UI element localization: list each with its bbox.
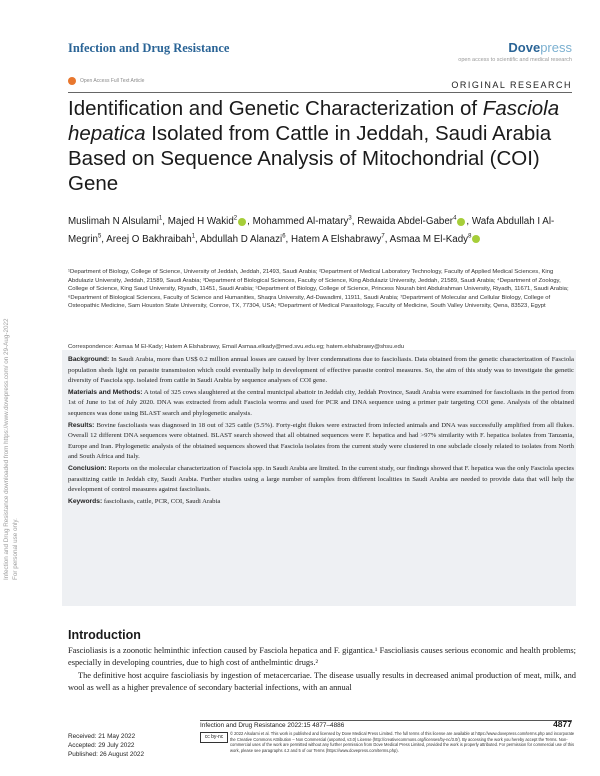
page-number: 4877	[553, 719, 572, 729]
author-separator: ,	[384, 233, 390, 245]
author-separator: ,	[195, 233, 200, 245]
license-text: © 2022 Alsulami et al. This work is published and licensed by Dove Medical Press Limited. The full terms of this license are available at https://www.dovepress.com/terms.php and incorporate the Creative Commons Attribution – Non Commercial (unported, v3.0) License (http://creativecommons.org/licenses/by-nc/3.0/). By accessing the work you hereby accept the Terms. Non-commercial uses of the work are permitted without any further permission from Dove Medical Press Limited, provided the work is properly attributed. For permission for commercial use of this work, please see paragraphs 4.2 and 5 of our Terms (https://www.dovepress.com/terms.php).	[230, 731, 575, 754]
author-affiliation-sup: 1	[191, 233, 196, 240]
author-name	[291, 234, 390, 245]
published-date: Published: 26 August 2022	[68, 751, 145, 758]
author-name-text: Hatem A Elshabrawy	[291, 233, 382, 245]
abstract	[68, 355, 574, 508]
author-name	[357, 216, 472, 227]
author-name	[200, 234, 291, 245]
sidebar-download-note: Infection and Drug Resistance downloaded from https://www.dovepress.com/ on 29-Aug-2022	[3, 318, 10, 580]
author-separator: ,	[247, 216, 253, 228]
title-post: Isolated from Cattle in Jeddah, Saudi Arabia Based on Sequence Analysis of Mitochondrial (COI) Gene	[68, 122, 552, 195]
background-label: Background:	[68, 356, 110, 363]
author-name	[68, 216, 168, 227]
creative-commons-icon[interactable]: cc by-nc	[200, 732, 228, 743]
author-separator: ,	[162, 216, 168, 228]
affiliations: ¹Department of Biology, College of Science, University of Jeddah, Jeddah, 21493, Saudi Arabia; ²Department of Medical Laboratory Technology, Faculty of Applied Medical Sciences, King Abdulaziz University, Jeddah, 21589, Saudi Arabia; ³Department of Biological Sciences, Faculty of Science, King Abdulaziz University, Jeddah, 21589, Saudi Arabia; ⁴Department of Zoology, College of Science, King Saud University, Riyadh, 11451, Saudi Arabia; ⁵Department of Biology, College of Science, Princess Nourah bint Abdulrahman University, Riyadh, 11671, Saudi Arabia; ⁶Department of Biological Sciences, Faculty of Science and Humanities, Shaqra University, Ad-Dawadimi, 11911, Saudi Arabia; ⁷Department of Molecular and Cellular Biology, College of Osteopathic Medicine, Sam Houston State University, Conroe, TX, 77304, USA; ⁸Department of Medical Parasitology, Faculty of Medicine, South Valley University, Qena, 83523, Egypt	[68, 269, 569, 310]
abstract-conclusion	[68, 464, 574, 496]
footer-rule	[200, 720, 572, 721]
intro-paragraph-1: Fascioliasis is a zoonotic helminthic infection caused by Fasciola hepatica and F. gigantica.¹ Fascioliasis causes serious economic and health problems; especially in developing countries, due to high cost of anthelmintic drugs.²	[68, 646, 576, 668]
author-affiliation-sup: 2	[233, 216, 238, 222]
download-sidebar	[0, 160, 24, 580]
open-access-row	[68, 77, 144, 85]
author-name-text: Areej O Bakhraibah	[106, 233, 192, 245]
author-name	[390, 234, 482, 245]
title-species: Fasciola hepatica	[68, 97, 560, 145]
author-affiliation-sup: 8	[468, 233, 472, 240]
introduction-body	[68, 645, 576, 694]
conclusion-text: Reports on the molecular characterization of Fasciola spp. in Saudi Arabia are limited. In the current study, our findings showed that F. hepatica was the only Fasciola species parasitizing cattle in Jeddah city, Saudi Arabia. Further studies using a large number of samples from different localities in Saudi Arabia are needed to provide data that will help the development of control measures against fascioliasis.	[68, 464, 575, 494]
author-name-text: Mohammed Al-matary	[252, 216, 349, 228]
author-separator: ,	[285, 233, 291, 245]
intro-paragraph-2: The definitive host acquire fascioliasis by ingestion of metacercariae. The disease usually results in decreased animal production of meat, milk, and wool as well as a higher prevalence of secondary bacterial infections, with an annual	[68, 670, 576, 692]
correspondence: Correspondence: Asmaa M El-Kady; Hatem A Elshabrawy, Email Asmaa.elkady@med.svu.edu.eg; hatem.elshabrawy@shsu.edu	[68, 344, 404, 350]
article-dates	[68, 732, 144, 759]
author-name	[168, 216, 253, 227]
logo-dove: Dove	[508, 40, 541, 55]
author-affiliation-sup: 6	[282, 233, 286, 240]
logo-press: press	[540, 40, 572, 55]
open-access-label: Open Access Full Text Article	[80, 78, 145, 84]
author-name-text: Abdullah D Alanazi	[199, 233, 283, 245]
orcid-icon[interactable]	[238, 218, 246, 226]
title-pre: Identification and Genetic Characterization of	[68, 97, 483, 120]
conclusion-label: Conclusion:	[68, 464, 107, 472]
author-list	[68, 212, 578, 247]
author-name-text: Rewaida Abdel-Gaber	[357, 216, 454, 228]
orcid-icon[interactable]	[472, 235, 480, 243]
author-name	[106, 234, 200, 245]
sidebar-personal-use: For personal use only.	[12, 518, 19, 580]
abstract-background	[68, 355, 574, 387]
author-affiliation-sup: 5	[97, 233, 102, 240]
accepted-date: Accepted: 29 July 2022	[68, 742, 135, 749]
author-affiliation-sup: 4	[453, 216, 457, 222]
abstract-keywords	[68, 497, 574, 508]
abstract-results	[68, 421, 574, 463]
author-affiliation-sup: 3	[348, 216, 352, 222]
author-name-text: Muslimah N Alsulami	[68, 216, 159, 228]
results-label: Results:	[68, 421, 95, 429]
author-name-text: Wafa Abdullah I Al-Megrin	[68, 216, 555, 245]
header-divider	[68, 92, 572, 93]
author-name	[253, 216, 358, 227]
author-name-text: Majed H Wakid	[167, 216, 234, 228]
received-date: Received: 21 May 2022	[68, 733, 136, 740]
author-separator: ,	[101, 233, 107, 245]
introduction-heading: Introduction	[68, 628, 141, 642]
author-separator: ,	[466, 216, 472, 228]
journal-name: Infection and Drug Resistance	[68, 41, 230, 55]
section-label: ORIGINAL RESEARCH	[451, 80, 572, 90]
footer-citation: Infection and Drug Resistance 2022:15 4877–4886	[200, 722, 345, 729]
author-separator: ,	[351, 216, 358, 228]
author-name-text: Asmaa M El-Kady	[389, 233, 469, 245]
author-affiliation-sup: 7	[381, 233, 385, 240]
background-text: In Saudi Arabia, more than US$ 0.2 million annual losses are caused by liver condemnations due to fascioliasis. Data obtained from the genetic characterization of Fasciola population sheds light on parasite transmission which could eventually help in development of effective parasite control measures. So, the aim of this study was to investigate the genetic diversity of Fasciola spp. isolated from cattle in Saudi Arabia by sequence analyses of COI gene.	[68, 356, 574, 385]
keywords-label: Keywords:	[68, 497, 103, 505]
methods-label: Materials and Methods:	[68, 388, 143, 396]
author-affiliation-sup: 1	[158, 216, 163, 222]
keywords-text: fascioliasis, cattle, PCR, COI, Saudi Arabia	[103, 497, 221, 505]
methods-text: A total of 325 cows slaughtered at the central municipal abattoir in Jeddah city, Jeddah Province, Saudi Arabia were examined for fascioliasis in the period from 1st of June to 1st of July 2020. DNA was extracted from adult Fasciola worms and used for PCR and DNA sequence using a primer pair targeting COI gene. Analysis of the obtained sequences was done using BLAST search and phylogenetic analysis.	[68, 388, 574, 417]
orcid-icon[interactable]	[457, 218, 465, 226]
abstract-methods	[68, 388, 574, 420]
open-access-icon	[68, 77, 76, 85]
article-title	[68, 96, 578, 196]
publisher-tagline: open access to scientific and medical research	[458, 57, 572, 63]
dovepress-logo	[508, 40, 572, 55]
results-text: Bovine fascioliasis was diagnosed in 18 out of 325 cattle (5.5%). Forty-eight flukes were extracted from infected animals and DNA was successfully amplified from all flukes. Overall 12 different DNA sequences were obtained. BLAST search showed that all obtained sequences were F. hepatica and had >97% similarity with F. hepatica isolates from Tanzania, Europe and Iran. Phylogenetic analysis of the obtained sequences showed that Fasciola isolates from the current study were clustered in one subclade closely related to isolates from North and South Africa and Italy.	[68, 421, 575, 461]
